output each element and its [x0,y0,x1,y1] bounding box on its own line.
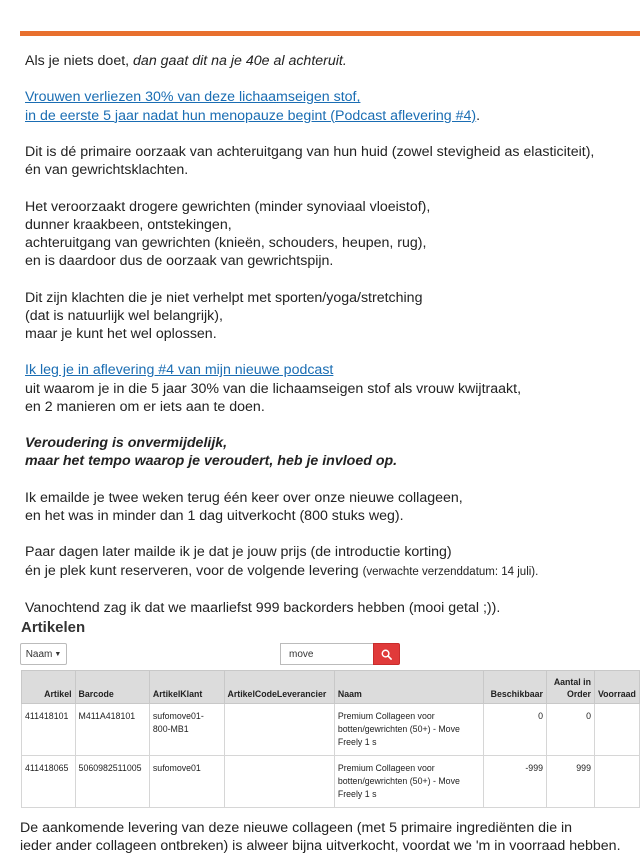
sort-dropdown[interactable] [20,643,67,665]
text-line: én van gewrichtsklachten. [25,162,189,179]
cell-beschikbaar: -999 [484,756,547,808]
cell-barcode: M411A418101 [75,704,149,756]
soldout-paragraph [25,489,635,525]
exercise-paragraph [25,289,635,344]
reservation-paragraph [25,543,635,580]
text-line: Het veroorzaakt drogere gewrichten (minder synoviaal vloeistof), [25,198,431,215]
cell-artikelklant: sufomove01 [149,756,224,808]
intro-text: Als je niets doet, [25,53,134,69]
search-icon [381,649,392,660]
cell-leverancier [224,704,334,756]
text-line: Ik emailde je twee weken terug één keer over onze nieuwe collageen, [25,489,463,506]
table-header-row [22,671,640,704]
col-artikelklant[interactable]: ArtikelKlant [149,671,224,704]
symptoms-paragraph [25,198,635,271]
caret-down-icon: ▼ [54,650,62,658]
cause-paragraph [25,143,635,179]
cell-beschikbaar: 0 [484,704,547,756]
emphasis-paragraph [25,434,635,470]
email-body [25,52,635,635]
artikelen-table [21,670,640,808]
text-line: achteruitgang van gewrichten (knieën, schouders, heupen, rug), [25,234,427,251]
backorders-paragraph [25,599,635,617]
text-line: ieder ander collageen ontbreken) is alweer bijna uitverkocht, voordat we 'm in voorraad hebben. [20,838,621,855]
search-button[interactable] [373,643,400,665]
intro-paragraph [25,52,635,70]
text-line: Vanochtend zag ik dat we maarliefst 999 backorders hebben (mooi getal ;)). [25,599,501,616]
intro-italic: dan gaat dit na je 40e al achteruit. [133,53,347,69]
closing-paragraph [20,819,640,855]
cell-voorraad [594,756,639,808]
table-row[interactable] [22,704,640,756]
text-line: en is daardoor dus de oorzaak van gewrichtspijn. [25,253,334,270]
text-line: maar het tempo waarop je veroudert, heb je invloed op. [25,453,398,470]
cell-naam: Premium Collageen voor botten/gewrichten (50+) - Move Freely 1 s [334,756,484,808]
text-line: Dit zijn klachten die je niet verhelpt met sporten/yoga/stretching [25,289,423,306]
text-line: (dat is natuurlijk wel belangrijk), [25,307,223,324]
cell-artikel: 411418065 [22,756,76,808]
text-line: maar je kunt het wel oplossen. [25,325,217,342]
podcast-link-line-1[interactable]: Vrouwen verliezen 30% van deze lichaamseigen stof, [25,89,361,106]
cell-voorraad [594,704,639,756]
sort-dropdown-label: Naam [25,648,53,660]
text-line: én je plek kunt reserveren, voor de volgende levering [25,562,363,579]
col-artikel[interactable]: Artikel [22,671,76,704]
text-line: en 2 manieren om er iets aan te doen. [25,398,265,415]
episode-paragraph [25,361,635,416]
col-artikelcodeleverancier[interactable]: ArtikelCodeLeverancier [224,671,334,704]
cell-barcode: 5060982511005 [75,756,149,808]
episode-link[interactable]: Ik leg je in aflevering #4 van mijn nieuwe podcast [25,362,334,379]
orange-divider [20,31,640,36]
text-line: dunner kraakbeen, ontstekingen, [25,216,232,233]
cell-leverancier [224,756,334,808]
col-naam[interactable]: Naam [334,671,484,704]
col-barcode[interactable]: Barcode [75,671,149,704]
link-period: . [476,107,481,124]
shipping-date-note: (verwachte verzenddatum: 14 juli). [362,565,539,578]
col-voorraad[interactable]: Voorraad [594,671,639,704]
text-line: uit waarom je in die 5 jaar 30% van die lichaamseigen stof als vrouw kwijtraakt, [25,380,522,397]
text-line: Paar dagen later mailde ik je dat je jouw prijs (de introductie korting) [25,544,452,561]
podcast-link-paragraph [25,88,635,124]
cell-artikel: 411418101 [22,704,76,756]
artikelen-title: Artikelen [21,619,86,636]
col-beschikbaar[interactable]: Beschikbaar [484,671,547,704]
cell-aantal-in-order: 0 [546,704,594,756]
podcast-link-line-2[interactable]: in de eerste 5 jaar nadat hun menopauze begint (Podcast aflevering #4) [25,107,477,124]
text-line: Veroudering is onvermijdelijk, [25,435,228,452]
text-line: Dit is dé primaire oorzaak van achteruitgang van hun huid (zowel stevigheid as elasticiteit), [25,143,595,160]
table-row[interactable] [22,756,640,808]
search-input[interactable] [280,643,374,665]
text-line: De aankomende levering van deze nieuwe collageen (met 5 primaire ingrediënten die in [20,820,573,836]
cell-artikelklant: sufomove01-800-MB1 [149,704,224,756]
col-aantal-in-order[interactable]: Aantal in Order [546,671,594,704]
text-line: en het was in minder dan 1 dag uitverkocht (800 stuks weg). [25,507,404,524]
cell-naam: Premium Collageen voor botten/gewrichten (50+) - Move Freely 1 s [334,704,484,756]
cell-aantal-in-order: 999 [546,756,594,808]
